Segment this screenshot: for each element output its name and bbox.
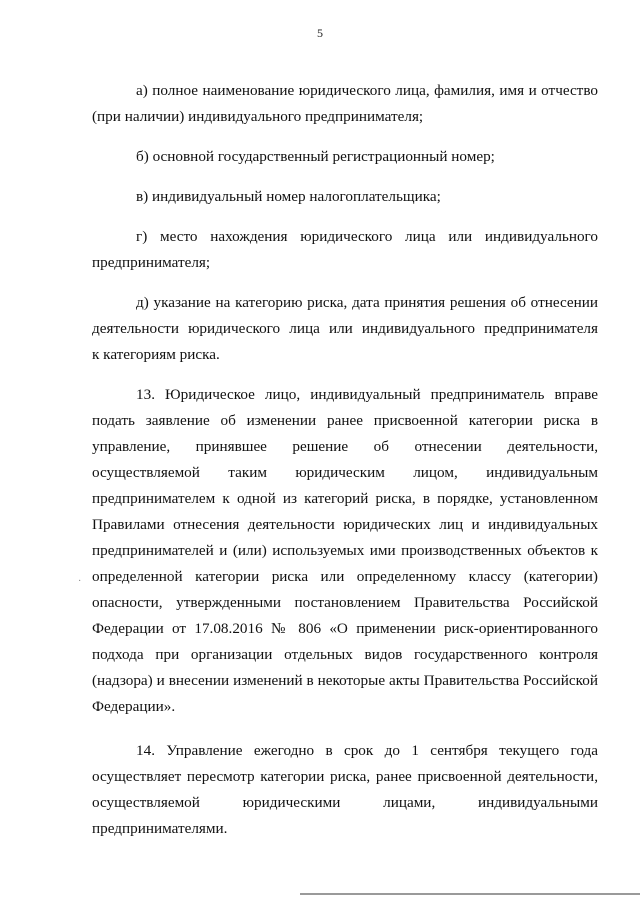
list-item-e-line-2: деятельности юридического лица или индивидуального предпринимателя <box>92 320 598 337</box>
paragraph-14-line-1: 14. Управление ежегодно в срок до 1 сентября текущего года <box>136 742 598 759</box>
list-item-e-line-3: к категориям риска. <box>92 346 220 363</box>
paragraph-13-line-1: 13. Юридическое лицо, индивидуальный предприниматель вправе <box>136 386 598 403</box>
list-item-d-line-1: г) место нахождения юридического лица или индивидуального <box>136 228 598 245</box>
scan-speck: · <box>78 576 82 587</box>
list-item-a-line-1: а) полное наименование юридического лица, фамилия, имя и отчество <box>136 82 598 99</box>
paragraph-13-line-12: (надзора) и внесении изменений в некоторые акты Правительства Российской <box>92 672 598 689</box>
list-item-d-line-2: предпринимателя; <box>92 254 211 271</box>
document-body <box>92 78 598 842</box>
paragraph-13-line-13: Федерации». <box>92 698 176 715</box>
paragraph-13-line-11: подхода при организации отдельных видов государственного контроля <box>92 646 598 663</box>
paragraph-14-line-4: предпринимателями. <box>92 820 228 837</box>
paragraph-13-line-7: предпринимателей и (или) используемых ими производственных объектов к <box>92 542 598 559</box>
paragraph-13-line-4: осуществляемой таким юридическим лицом, индивидуальным <box>92 464 598 481</box>
paragraph-13-line-6: Правилами отнесения деятельности юридических лиц и индивидуальных <box>92 516 598 533</box>
paragraph-13-line-2: подать заявление об изменении ранее присвоенной категории риска в <box>92 412 598 429</box>
paragraph-13-line-10: Федерации от 17.08.2016 № 806 «О применении риск-ориентированного <box>92 620 598 637</box>
paragraph-13-line-5: предпринимателем к одной из категорий риска, в порядке, установленном <box>92 490 598 507</box>
list-item-c-line-1: в) индивидуальный номер налогоплательщика; <box>136 188 441 205</box>
page-number: 5 <box>317 26 323 40</box>
paragraph-14-line-2: осуществляет пересмотр категории риска, ранее присвоенной деятельности, <box>92 768 598 785</box>
scan-edge-line <box>300 893 640 895</box>
list-item-e-line-1: д) указание на категорию риска, дата принятия решения об отнесении <box>136 294 598 311</box>
list-item-b-line-1: б) основной государственный регистрационный номер; <box>136 148 495 165</box>
paragraph-13-line-3: управление, принявшее решение об отнесении деятельности, <box>92 438 598 455</box>
paragraph-14-line-3: осуществляемой юридическими лицами, индивидуальными <box>92 794 598 811</box>
paragraph-13-line-9: опасности, утвержденными постановлением Правительства Российской <box>92 594 598 611</box>
paragraph-13-line-8: определенной категории риска или определенному классу (категории) <box>92 568 598 585</box>
list-item-a-line-2: (при наличии) индивидуального предпринимателя; <box>92 108 424 125</box>
